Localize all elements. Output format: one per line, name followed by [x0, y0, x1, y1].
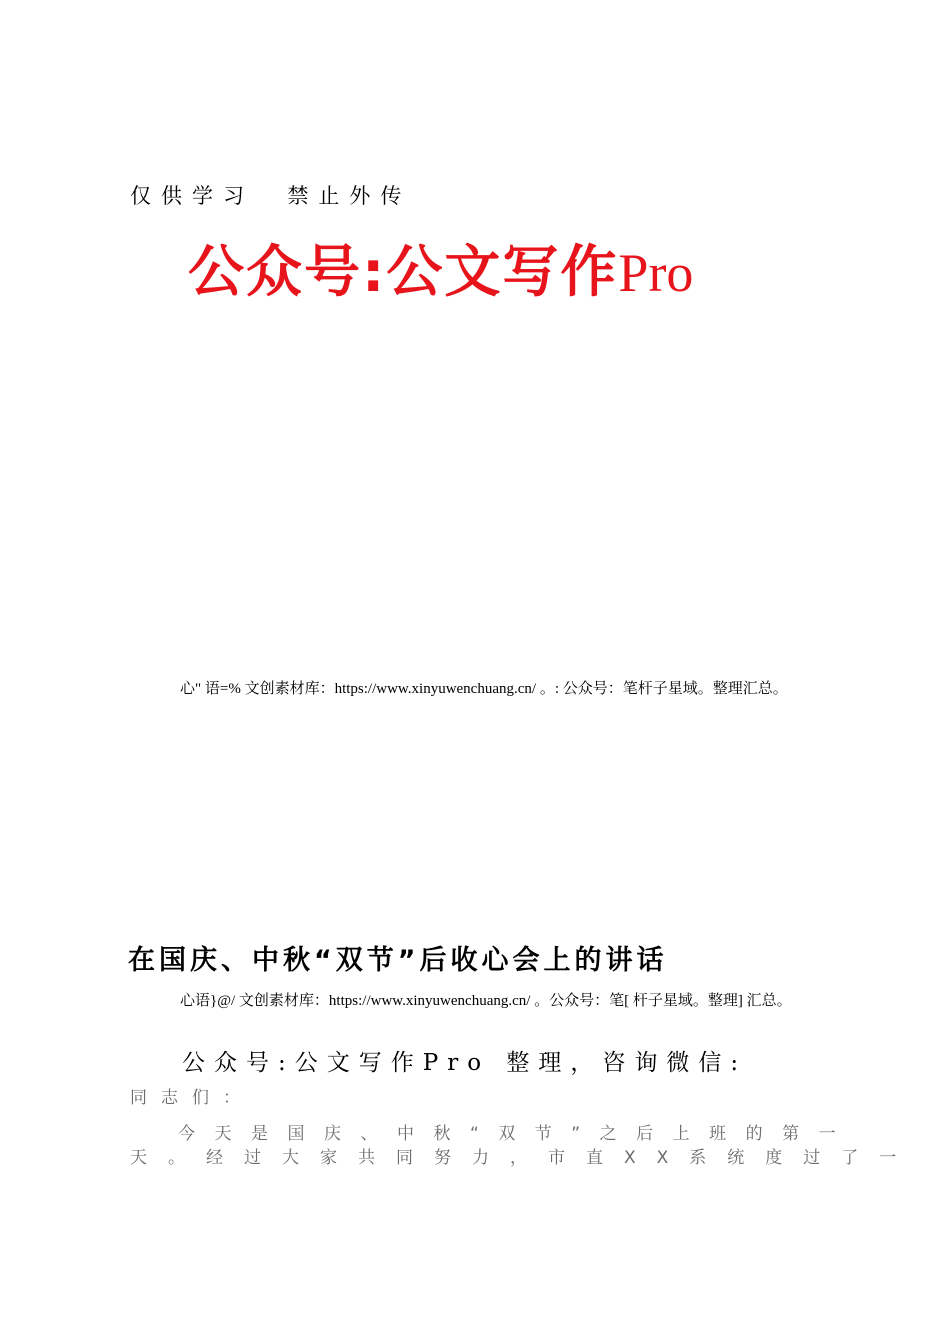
- body-line-2: 天。经过大家共同努力，市直XX系统度过了一: [130, 1148, 918, 1168]
- body-line-1: 今天是国庆、中秋“双节”之后上班的第一: [178, 1124, 856, 1144]
- brand-latin: Pro: [618, 243, 694, 303]
- source-note-2: 心语}@/ 文创素材库：https://www.xinyuwenchuang.cn/ 。公众号：笔[ 杆子星域。整理] 汇总。: [180, 993, 792, 1009]
- brand-banner: [188, 228, 693, 308]
- promo-line: 公众号:公文写作Pro 整理，咨询微信:: [182, 1050, 748, 1076]
- document-title: 在国庆、中秋“双节”后收心会上的讲话: [128, 945, 668, 976]
- greeting: 同志们：: [130, 1088, 254, 1108]
- source-note-1: 心" 语=% 文创素材库：https://www.xinyuwenchuang.cn/ 。: 公众号：笔杆子星域。整理汇总。: [180, 681, 788, 697]
- notice-text: 仅供学习 禁止外传: [130, 184, 412, 208]
- brand-cjk: 公众号:公文写作: [188, 240, 619, 305]
